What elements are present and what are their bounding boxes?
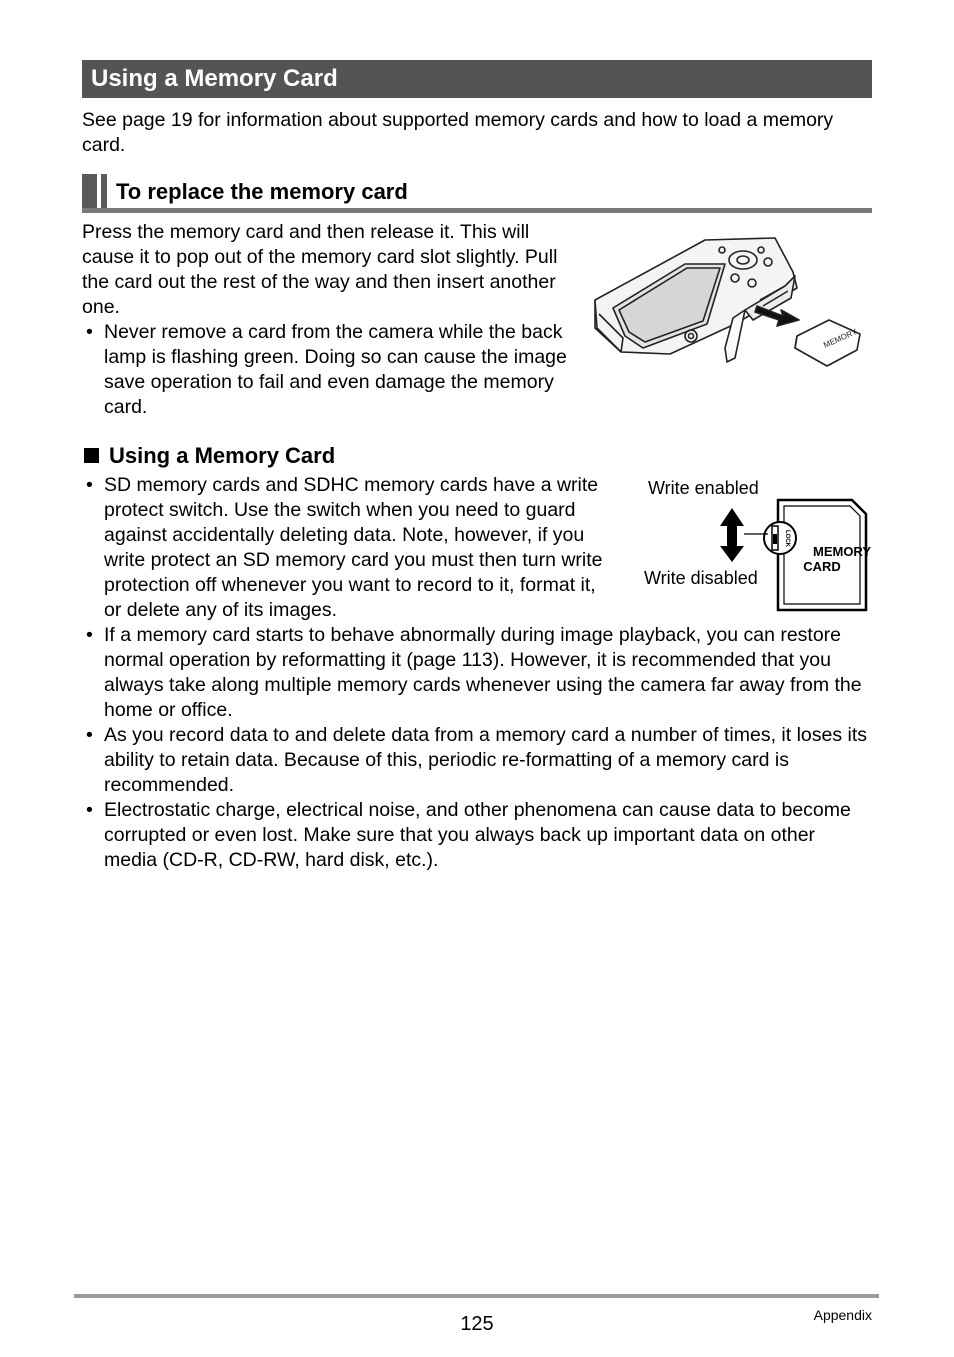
bullet-icon: • (86, 474, 93, 496)
list-item (82, 473, 614, 623)
heading-marker (82, 174, 97, 212)
replace-bullet-list (82, 320, 572, 420)
bullet-icon: • (86, 799, 93, 821)
list-item (82, 723, 872, 798)
subsection-title: To replace the memory card (116, 179, 408, 204)
camera-card-illustration (585, 228, 870, 373)
page-number: 125 (460, 1313, 494, 1335)
bullet-icon: • (86, 624, 93, 646)
heading-underline (82, 208, 872, 213)
intro-paragraph: See page 19 for information about supported memory cards and how to load a memory card. (82, 109, 834, 156)
list-item (82, 623, 872, 723)
list-item-text: Electrostatic charge, electrical noise, and other phenomena can cause data to become corrupted or even lost. Make sure that you always back up important data on other media (CD-R, CD-RW, hard disk, etc.). (104, 799, 851, 871)
section-title-bar (82, 60, 872, 98)
write-enabled-label: Write enabled (648, 478, 759, 498)
section-heading (84, 442, 335, 470)
list-item (82, 320, 572, 420)
list-item (82, 798, 872, 873)
memory-card-bullet-list (82, 473, 872, 873)
lock-text: LOCK (784, 530, 790, 547)
card-line2-text: CARD (803, 559, 841, 574)
card-line1-text: MEMORY (812, 544, 872, 559)
list-item-text: As you record data to and delete data from a memory card a number of times, it loses its ability to retain data. Because of this, periodic re-formatting of a memory card is recommended. (104, 724, 868, 796)
square-bullet-icon (84, 448, 99, 463)
list-item-text: If a memory card starts to behave abnormally during image playback, you can restore normal operation by reformatting it (page 113). However, it is recommended that you always take along multiple memory cards whenever using the camera far away from the home or office. (104, 624, 862, 721)
camera-icon (585, 228, 870, 373)
section-heading-text: Using a Memory Card (109, 443, 336, 468)
write-disabled-label: Write disabled (644, 568, 758, 588)
footer-section-label: Appendix (813, 1307, 872, 1323)
footer-rule (74, 1294, 879, 1298)
replace-paragraph: Press the memory card and then release it. This will cause it to pop out of the memory card slot slightly. Pull the card out the rest of the way and then insert another one. (82, 221, 558, 318)
list-item-text: SD memory cards and SDHC memory cards have a write protect switch. Use the switch when you need to guard against accidentally deleting data. Note, however, if you write protect an SD memory card you must then turn write protection off whenever you want to record to it, format it, or delete any of its images. (104, 474, 603, 621)
subsection-heading (82, 174, 872, 214)
bullet-icon: • (86, 321, 93, 343)
list-item-text: Never remove a card from the camera while the back lamp is flashing green. Doing so can cause the image save operation to fail and even damage the memory card. (104, 321, 567, 418)
section-title: Using a Memory Card (91, 65, 338, 92)
heading-marker-thin (101, 174, 107, 212)
card-label-text: MEMORY (822, 327, 859, 350)
bullet-icon: • (86, 724, 93, 746)
